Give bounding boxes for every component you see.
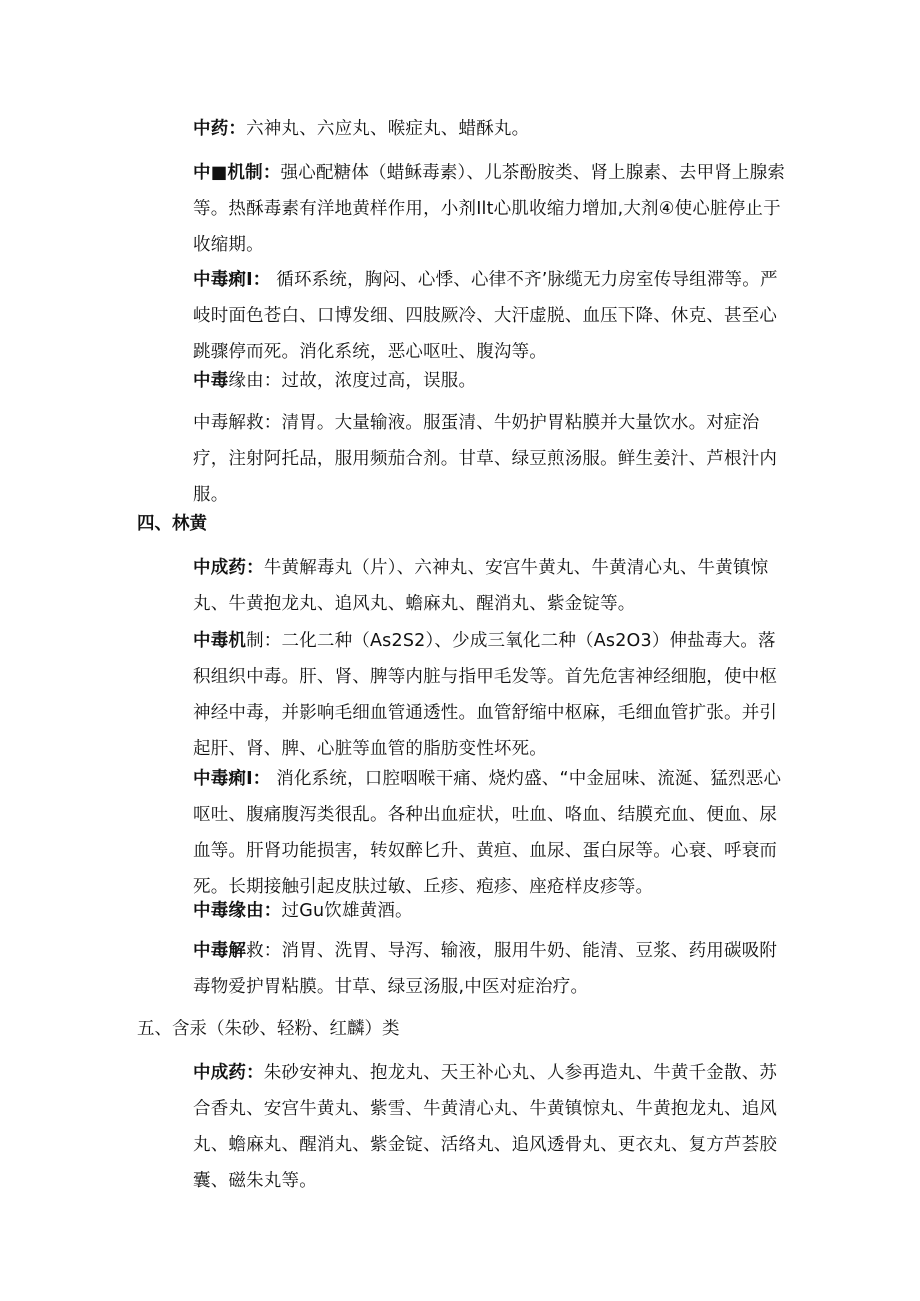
text-s4-symptoms: 消化系统，口腔咽喉干痛、烧灼盛、“中金屈味、流涎、猛烈恶心呕吐、腹痛腹泻类很乱。各种出血症状，吐血、咯血、结膜充血、便血、尿血等。肝肾功能损害，转奴醉匕升、黄疸、血尿、蛋白尿等。心衰、呼衰而死。长期接触引起皮肤过敏、丘疹、疱疹、座疮样皮疹等。 [193, 769, 782, 897]
label-s4-mechanism: 中毒机 [193, 631, 247, 651]
text-cause: 缘由：过故，浓度过高，误服。 [228, 371, 477, 391]
label-symptoms: 中毒痢I： [193, 270, 271, 290]
paragraph-mechanism [193, 155, 790, 263]
paragraph-s4-rescue [193, 933, 790, 1005]
label-mechanism: 中■机制： [193, 163, 281, 183]
text-rescue: 中毒解救：清胃。大量输液。服蛋清、牛奶护胃粘膜并大量饮水。对症治疗，注射阿托品，服用频茄合剂。甘草、绿豆煎汤服。鲜生姜汁、芦根汁内服。 [193, 413, 778, 505]
text-s4-cause: 过Gu饮雄黄酒。 [281, 901, 413, 921]
paragraph-cause [193, 363, 790, 399]
label-s5-patent-medicines: 中成药： [193, 1063, 264, 1083]
paragraph-symptoms [193, 262, 790, 370]
paragraph-s4-mechanism [193, 623, 790, 767]
paragraph-rescue [193, 405, 790, 513]
paragraph-s4-symptoms [193, 761, 790, 905]
label-s4-rescue: 中毒解 [193, 941, 247, 961]
text-symptoms: 循环系统，胸闷、心悸、心律不齐’脉缆无力房室传导组滞等。严岐时面色苍白、口博发细、四肢厥冷、大汗虚脱、血压下降、休克、甚至心跳骤停而死。消化系统，恶心呕吐、腹沟等。 [193, 270, 778, 362]
section-heading-5: 五、含汞（朱砂、轻粉、红麟）类 [137, 1019, 400, 1039]
label-s4-cause: 中毒缘由： [193, 901, 282, 921]
text-s5-patent-medicines: 朱砂安神丸、抱龙丸、天王补心丸、人参再造丸、牛黄千金散、苏合香丸、安宫牛黄丸、紫雪、牛黄清心丸、牛黄镇惊丸、牛黄抱龙丸、追风丸、蟾麻丸、醒消丸、紫金锭、活络丸、追风透骨丸、更衣丸、复方芦荟胶囊、磁朱丸等。 [193, 1063, 778, 1191]
text-s4-mechanism: 制：二化二种（As2S2）、少成三氧化二种（As2O3）伸盐毒大。落积组织中毒。肝、肾、脾等内脏与指甲毛发等。首先危害神经细胞，使中枢神经中毒，并影响毛细血管通透性。血管舒缩中枢麻，毛细血管扩张。并引起肝、肾、脾、心脏等血管的脂肪变性坏死。 [193, 631, 778, 759]
label-s4-patent-medicines: 中成药： [193, 558, 264, 578]
label-s4-symptoms: 中毒痢I： [193, 769, 271, 789]
text-s4-patent-medicines: 牛黄解毒丸（片）、六神丸、安宫牛黄丸、牛黄清心丸、牛黄镇惊丸、牛黄抱龙丸、追风丸、蟾麻丸、醒消丸、紫金锭等。 [193, 558, 769, 614]
text-medicines: 六神丸、六应丸、喉症丸、蜡酥丸。 [246, 119, 530, 139]
paragraph-s4-cause [193, 893, 790, 929]
label-cause: 中毒 [193, 371, 229, 391]
text-mechanism: 强心配糖体（蜡稣毒素）、儿茶酚胺类、肾上腺素、去甲肾上腺索等。热酥毒素有洋地黄样作用，小剂Ilt心肌收缩力增加,大剂④使心脏停止于收缩期。 [193, 163, 786, 255]
label-medicines: 中药： [193, 119, 247, 139]
paragraph-medicines [193, 111, 790, 147]
text-s4-rescue: 救：消胃、洗胃、导泻、输液，服用牛奶、能清、豆浆、药用碳吸附毒物爱护胃粘膜。甘草、绿豆汤服,中医对症治疗。 [193, 941, 778, 997]
paragraph-s5-patent-medicines [193, 1055, 790, 1199]
paragraph-s4-patent-medicines [193, 550, 790, 622]
section-heading-4: 四、林黄 [137, 514, 207, 534]
